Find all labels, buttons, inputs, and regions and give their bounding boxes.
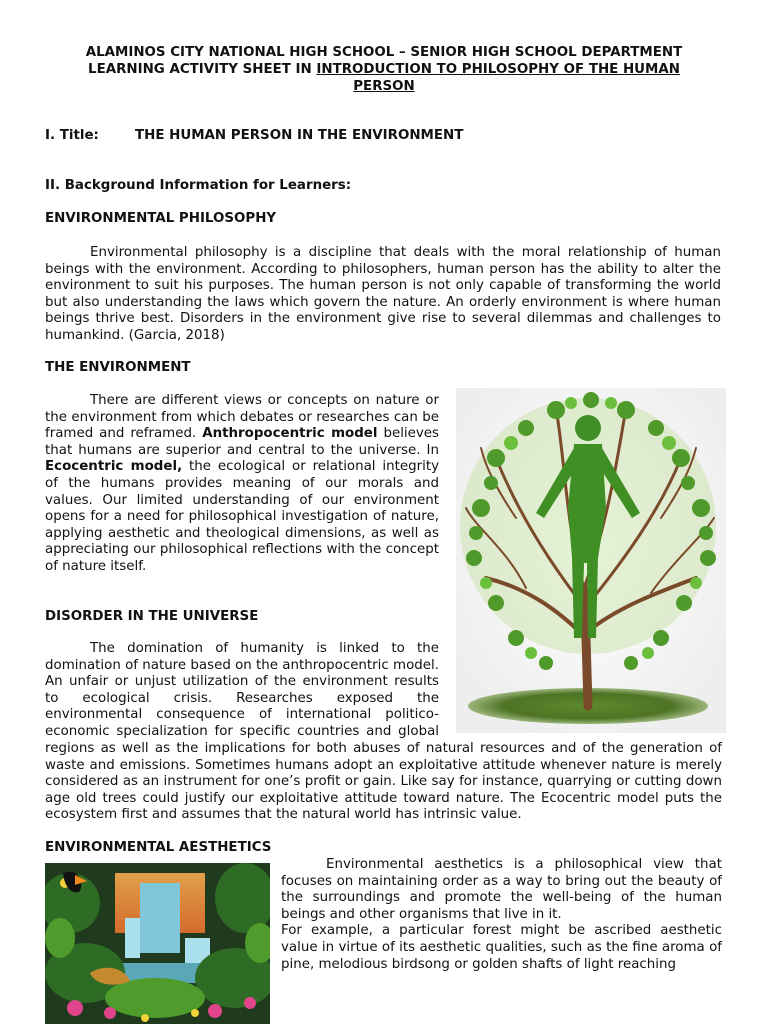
school-name: ALAMINOS CITY NATIONAL HIGH SCHOOL – SENIOR HIGH SCHOOL DEPARTMENT: [85, 45, 683, 60]
lesson-title: [45, 128, 464, 143]
env-philosophy-heading: ENVIRONMENTAL PHILOSOPHY: [45, 211, 277, 226]
background-heading: II. Background Information for Learners:: [45, 178, 352, 193]
aesthetics-para: Environmental aesthetics is a philosophical view that focuses on maintaining order as a way to bring out the beauty of the surroundings and promote the well-being of the human beings and other organisms that live in it. For example, a particular forest might be ascribed aesthetic value in virtue of its aesthetic qualities, such as the fine aroma of pine, melodious birdsong or golden shafts of light reaching: [281, 857, 722, 972]
rainforest-image: [45, 863, 270, 1024]
env-philosophy-para: Environmental philosophy is a discipline that deals with the moral relationship of human beings with the environment. According to philosophers, human person has the ability to alter the environment to suit his purposes. The human person is not only capable of transforming the world but also understanding the laws which govern the nature. An orderly environment is where human beings thrive best. Disorders in the environment give rise to several dilemmas and challenges to humankind. (Garcia, 2018): [45, 245, 721, 343]
tree-human-figure-image: [456, 388, 726, 733]
title-label: I. Title:: [45, 128, 99, 143]
environment-para: There are different views or concepts on nature or the environment from which debates or researches can be framed and reframed. Anthropocentric model believes that humans are superior and central to the universe. In Ecocentric model, the ecological or relational integrity of the humans provides meaning of our morals and values. Our limited understanding of our environment opens for a need for philosophical investigation of nature, applying aesthetic and theological dimensions, as well as appreciating our philosophical reflections with the concept of nature itself.: [45, 393, 440, 574]
disorder-para-narrow: The domination of humanity is linked to the domination of nature based on the anthropocentric model. An unfair or unjust utilization of the environment results to ecological crisis. Researches exposed the environmental consequence of international politico-economic specialization for specific countries and global: [45, 641, 439, 739]
sheet-subject: LEARNING ACTIVITY SHEET IN INTRODUCTION TO PHILOSOPHY OF THE HUMAN: [88, 62, 680, 77]
title-text: THE HUMAN PERSON IN THE ENVIRONMENT: [135, 128, 464, 143]
document-page: [45, 0, 723, 1024]
environment-heading: THE ENVIRONMENT: [45, 360, 191, 375]
disorder-heading: DISORDER IN THE UNIVERSE: [45, 609, 259, 624]
subject-link: INTRODUCTION TO PHILOSOPHY OF THE HUMAN: [316, 62, 680, 77]
aesthetics-heading: ENVIRONMENTAL AESTHETICS: [45, 840, 272, 855]
document-header: [45, 44, 723, 95]
subject-link-cont: PERSON: [353, 79, 415, 94]
disorder-para-wide: regions as well as the implications for both abuses of natural resources and of the generation of waste and emissions. Sometimes humans adopt an exploitative attitude whenever nature is merely considered as an instrument for one’s profit or gain. Like say for instance, quarrying or cutting down age old trees could justify our exploitative attitude toward nature. The Ecocentric model puts the ecosystem first and assumes that the natural world has intrinsic value.: [45, 741, 722, 823]
